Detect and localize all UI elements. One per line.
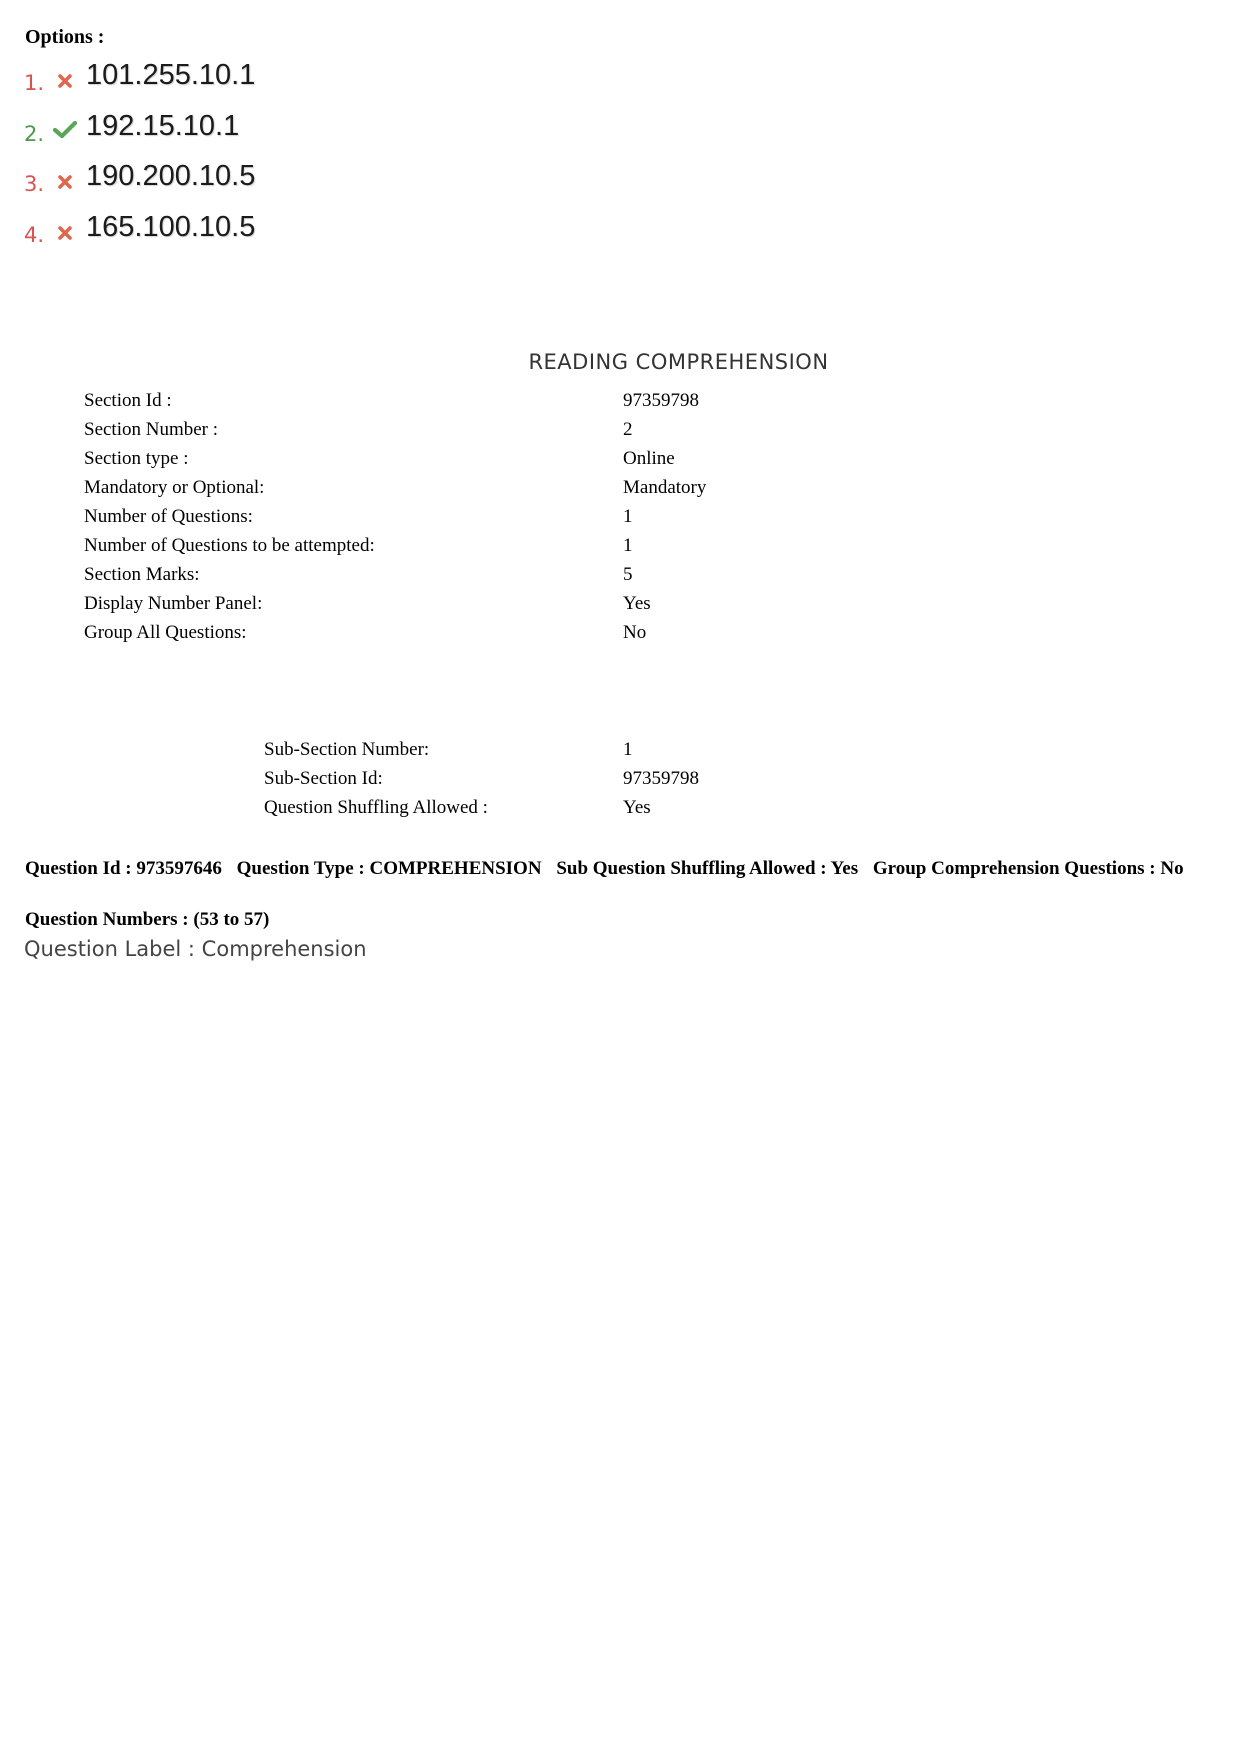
info-label: Display Number Panel: bbox=[84, 593, 263, 614]
info-label: Group All Questions: bbox=[84, 622, 247, 643]
group-comprehension: Group Comprehension Questions : No bbox=[872, 858, 1184, 879]
question-numbers: Question Numbers : (53 to 57) bbox=[25, 909, 270, 930]
option-3 bbox=[24, 157, 255, 197]
info-value: Yes bbox=[623, 797, 651, 818]
info-value: Yes bbox=[623, 593, 651, 614]
option-text: 192.15.10.1 bbox=[86, 110, 240, 142]
question-type: Question Type : COMPREHENSION bbox=[236, 858, 542, 879]
info-value: 5 bbox=[623, 564, 633, 585]
question-id: Question Id : 973597646 bbox=[25, 858, 222, 879]
cross-icon bbox=[50, 175, 80, 197]
option-text: 101.255.10.1 bbox=[86, 59, 256, 91]
info-value: 1 bbox=[623, 535, 633, 556]
option-2 bbox=[24, 107, 239, 147]
option-1 bbox=[24, 56, 255, 96]
option-number: 1. bbox=[24, 71, 45, 95]
info-label: Section Id : bbox=[84, 390, 172, 411]
option-text: 165.100.10.5 bbox=[86, 211, 256, 243]
option-number: 2. bbox=[24, 122, 45, 146]
info-value: 1 bbox=[623, 506, 633, 527]
info-label: Mandatory or Optional: bbox=[84, 477, 265, 498]
info-label: Sub-Section Id: bbox=[264, 768, 383, 789]
info-value: 97359798 bbox=[623, 390, 699, 411]
info-value: Mandatory bbox=[623, 477, 707, 498]
cross-icon bbox=[50, 74, 80, 96]
options-heading: Options : bbox=[25, 26, 105, 48]
option-4 bbox=[24, 208, 255, 248]
cross-icon bbox=[50, 226, 80, 248]
info-value: 2 bbox=[623, 419, 633, 440]
info-value: 97359798 bbox=[623, 768, 699, 789]
info-value: Online bbox=[623, 448, 675, 469]
info-label: Question Shuffling Allowed : bbox=[264, 797, 488, 818]
info-label: Number of Questions to be attempted: bbox=[84, 535, 375, 556]
section-title: READING COMPREHENSION bbox=[528, 350, 829, 374]
sub-question-shuffling: Sub Question Shuffling Allowed : Yes bbox=[556, 858, 859, 879]
info-value: No bbox=[623, 622, 647, 643]
info-label: Sub-Section Number: bbox=[264, 739, 430, 760]
option-text: 190.200.10.5 bbox=[86, 160, 256, 192]
info-label: Section type : bbox=[84, 448, 189, 469]
info-label: Section Marks: bbox=[84, 564, 200, 585]
info-value: 1 bbox=[623, 739, 633, 760]
option-number: 4. bbox=[24, 223, 45, 247]
option-number: 3. bbox=[24, 172, 45, 196]
info-label: Number of Questions: bbox=[84, 506, 253, 527]
info-label: Section Number : bbox=[84, 419, 219, 440]
check-icon bbox=[50, 121, 80, 147]
question-meta bbox=[25, 858, 1205, 879]
question-label: Question Label : Comprehension bbox=[24, 937, 367, 961]
